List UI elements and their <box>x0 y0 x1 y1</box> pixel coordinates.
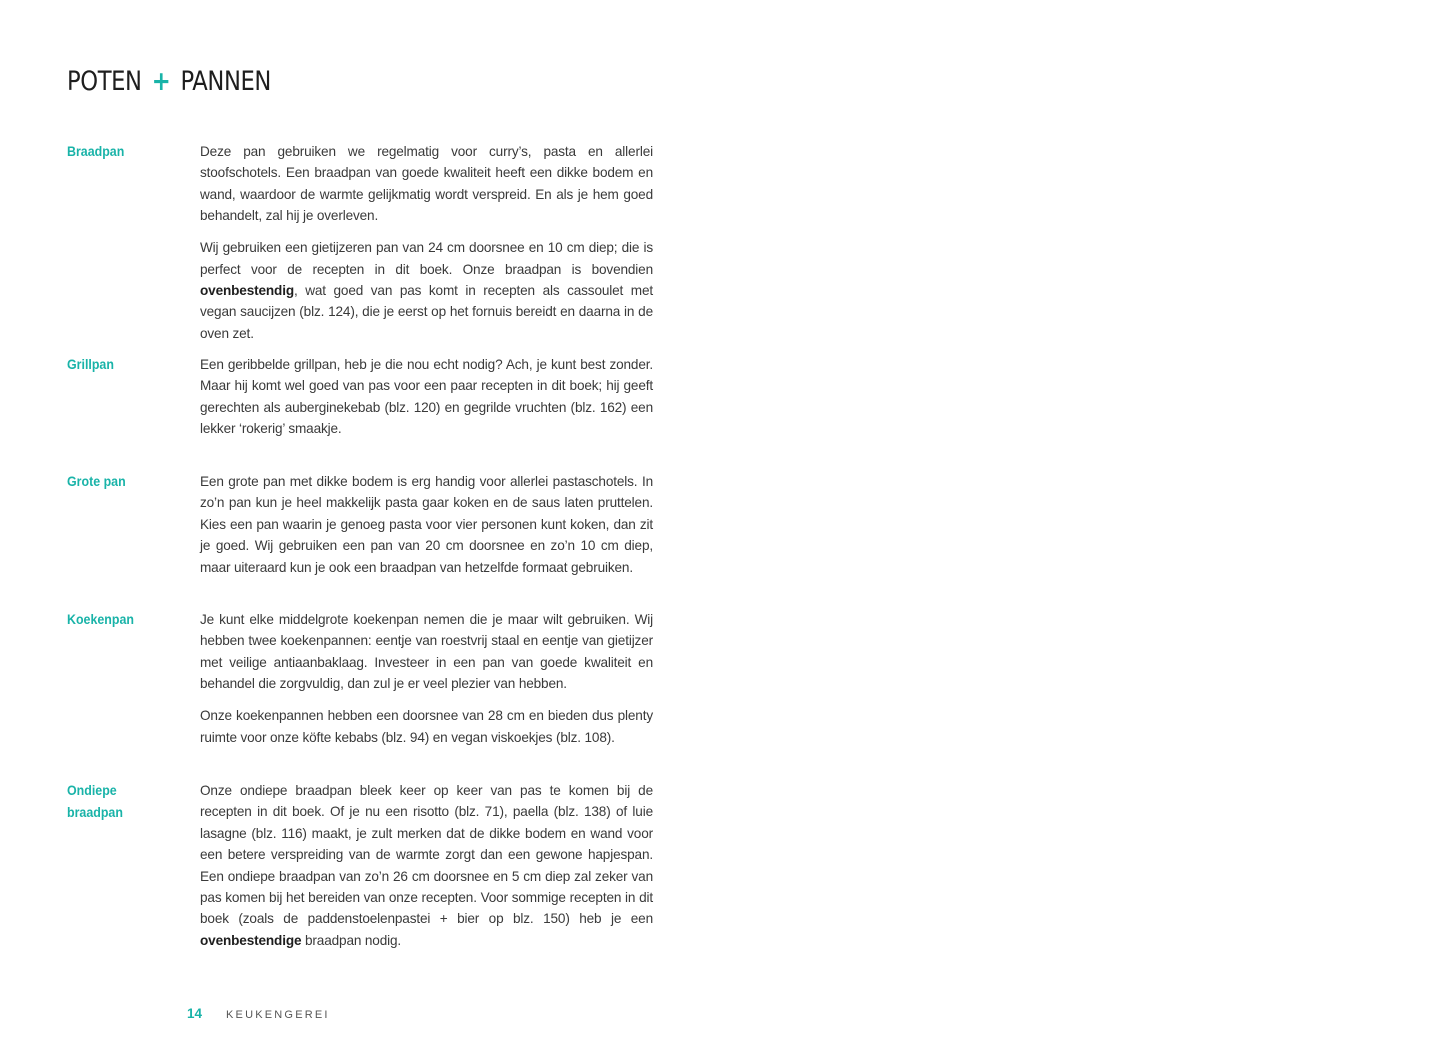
entry-description <box>200 780 653 962</box>
title-plus: + <box>151 66 171 97</box>
title-right: PANNEN <box>180 66 271 97</box>
entry-description <box>200 141 653 355</box>
entry-term: Koekenpan <box>67 612 134 627</box>
entry-description <box>200 471 653 589</box>
entry-description <box>200 354 653 450</box>
title-left: POTEN <box>67 66 142 97</box>
section-label: KEUKENGEREI <box>226 1009 330 1021</box>
entry-term: Braadpan <box>67 144 125 159</box>
entry-term: Ondiepe braadpan <box>67 783 123 820</box>
page-title <box>67 62 271 102</box>
paragraph: Een geribbelde grillpan, heb je die nou echt nodig? Ach, je kunt best zonder. Maar hij komt wel goed van pas voor een paar recepten in dit boek; hij geeft gerechten als auberginekebab (blz. 120) en gegrilde vruchten (blz. 162) een lekker ‘rokerig’ smaakje. <box>200 357 653 437</box>
paragraph: Je kunt elke middelgrote koekenpan nemen die je maar wilt gebruiken. Wij hebben twee koekenpannen: eentje van roestvrij staal en eentje van gietijzer met veilige antiaanbaklaag. Investeer in een pan van goede kwaliteit en behandel die zorgvuldig, dan zul je er veel plezier van hebben. <box>200 612 653 692</box>
page-number: 14 <box>187 1006 203 1021</box>
paragraph: Onze koekenpannen hebben een doorsnee van 28 cm en bieden dus plenty ruimte voor onze köfte kebabs (blz. 94) en vegan viskoekjes (blz. 108). <box>200 708 653 745</box>
bold-term: ovenbestendige <box>200 932 302 948</box>
page-footer <box>0 1004 1440 1026</box>
bold-term: ovenbestendig <box>200 282 294 298</box>
entry-description <box>200 609 653 758</box>
paragraph: Een grote pan met dikke bodem is erg handig voor allerlei pastaschotels. In zo’n pan kun je heel makkelijk pasta gaar koken en de saus laten pruttelen. Kies een pan waarin je genoeg pasta voor vier personen kunt koken, dan zit je goed. Wij gebruiken een pan van 20 cm doorsnee en zo’n 10 cm diep, maar uiteraard kun je ook een braadpan van hetzelfde formaat gebruiken. <box>200 474 653 575</box>
paragraph: Deze pan gebruiken we regelmatig voor curry’s, pasta en allerlei stoofschotels. Een braadpan van goede kwaliteit heeft een dikke bodem en wand, waardoor de warmte gelijkmatig wordt verspreid. En als je hem goed behandelt, zal hij je overleven. <box>200 144 653 224</box>
paragraph: Onze ondiepe braadpan bleek keer op keer van pas te komen bij de recepten in dit boek. Of je nu een risotto (blz. 71), paella (blz. 138) of luie lasagne (blz. 116) maakt, je zult merken dat de dikke bodem en wand voor een betere verspreiding van de warmte zorgt dan een gewone hapjespan. Een ondiepe braadpan van zo’n 26 cm doorsnee en 5 cm diep zal zeker van pas komen bij het bereiden van onze recepten. Voor sommige recepten in dit boek (zoals de paddenstoelenpastei + bier op blz. 150) heb je een ovenbestendige braadpan nodig. <box>200 783 653 948</box>
entry-term: Grote pan <box>67 474 126 489</box>
paragraph: Wij gebruiken een gietijzeren pan van 24 cm doorsnee en 10 cm diep; die is perfect voor de recepten in dit boek. Onze braadpan is bovendien ovenbestendig, wat goed van pas komt in recepten als cassoulet met vegan saucijzen (blz. 124), die je eerst op het fornuis bereidt en daarna in de oven zet. <box>200 240 653 341</box>
entry-term: Grillpan <box>67 357 114 372</box>
